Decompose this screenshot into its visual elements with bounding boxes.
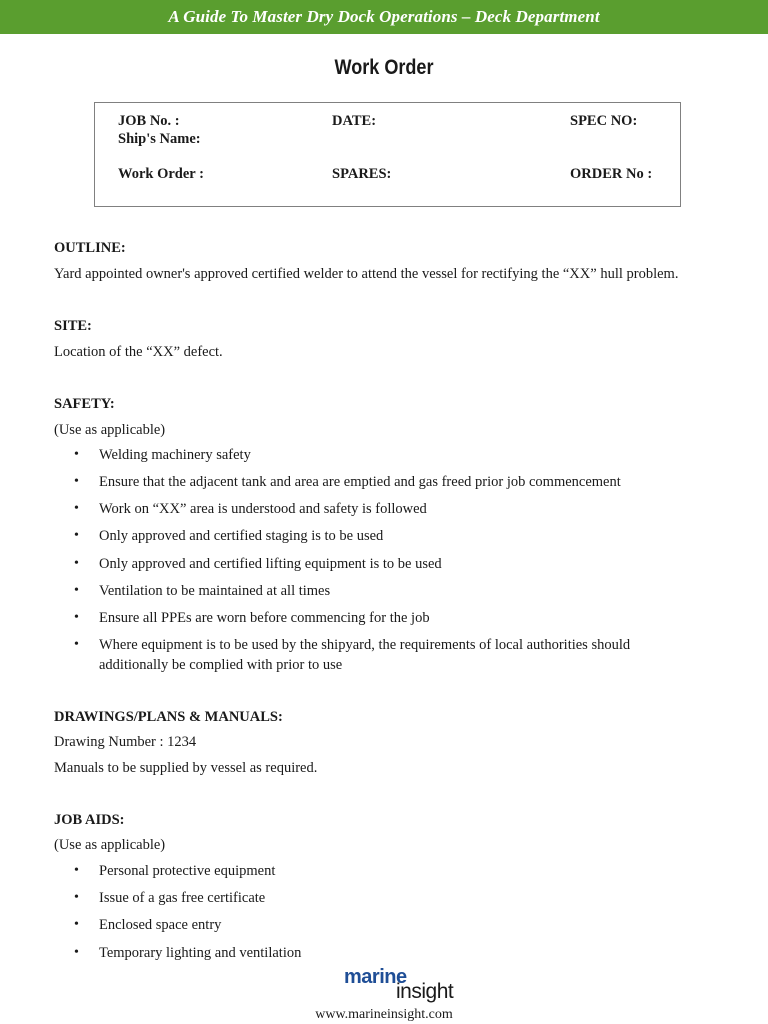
bullet-icon: •: [74, 917, 79, 932]
date-label: DATE:: [332, 113, 377, 129]
safety-heading: SAFETY:: [54, 396, 115, 412]
list-item-text: Ventilation to be maintained at all times: [99, 583, 331, 599]
safety-note: (Use as applicable): [54, 422, 166, 438]
spec-no-label: SPEC NO:: [570, 113, 638, 129]
footer-url: www.marineinsight.com: [315, 1007, 453, 1022]
list-item-text: Issue of a gas free certificate: [99, 890, 266, 906]
job-no-label: JOB No. :: [118, 113, 180, 129]
bullet-icon: •: [74, 447, 79, 462]
bullet-icon: •: [74, 637, 79, 652]
list-item-text: Ensure that the adjacent tank and area are emptied and gas freed prior job commencement: [99, 474, 621, 490]
drawing-number-text: Drawing Number : 1234: [54, 734, 197, 750]
order-no-label: ORDER No :: [570, 166, 653, 182]
work-order-info-box: [94, 102, 681, 207]
bullet-icon: •: [74, 501, 79, 516]
ships-name-label: Ship's Name:: [118, 131, 201, 147]
bullet-icon: •: [74, 945, 79, 960]
bullet-icon: •: [74, 528, 79, 543]
bullet-icon: •: [74, 474, 79, 489]
list-item-text: Temporary lighting and ventilation: [99, 945, 302, 961]
work-order-label: Work Order :: [118, 166, 204, 182]
bullet-icon: •: [74, 583, 79, 598]
site-text: Location of the “XX” defect.: [54, 344, 223, 360]
manuals-text: Manuals to be supplied by vessel as required.: [54, 760, 318, 776]
bullet-icon: •: [74, 556, 79, 571]
list-item-text: Work on “XX” area is understood and safety is followed: [99, 501, 427, 517]
spares-label: SPARES:: [332, 166, 392, 182]
bullet-icon: •: [74, 610, 79, 625]
logo-marine-text: marine: [344, 966, 407, 988]
page-title: Work Order: [334, 56, 434, 79]
outline-text: Yard appointed owner's approved certified welder to attend the vessel for rectifying the “XX” hull problem.: [54, 266, 679, 282]
bullet-icon: •: [74, 863, 79, 878]
outline-heading: OUTLINE:: [54, 240, 126, 256]
list-item-text: Only approved and certified lifting equipment is to be used: [99, 556, 442, 572]
list-item-text: Only approved and certified staging is to be used: [99, 528, 384, 544]
job-aids-note: (Use as applicable): [54, 837, 166, 853]
site-heading: SITE:: [54, 318, 92, 334]
list-item-text: Welding machinery safety: [99, 447, 251, 463]
job-aids-heading: JOB AIDS:: [54, 812, 125, 828]
bullet-icon: •: [74, 890, 79, 905]
list-item-text: Enclosed space entry: [99, 917, 222, 933]
logo-insight-text: insight: [396, 980, 454, 1003]
marine-insight-logo: [338, 966, 464, 1006]
list-item-text: Personal protective equipment: [99, 863, 276, 879]
list-item-text: Ensure all PPEs are worn before commencing for the job: [99, 610, 430, 626]
header-banner: A Guide To Master Dry Dock Operations – Deck Department: [0, 0, 768, 34]
drawings-heading: DRAWINGS/PLANS & MANUALS:: [54, 709, 283, 725]
list-item-text: Where equipment is to be used by the shipyard, the requirements of local authorities should additionally be complied with prior to use: [99, 637, 631, 673]
